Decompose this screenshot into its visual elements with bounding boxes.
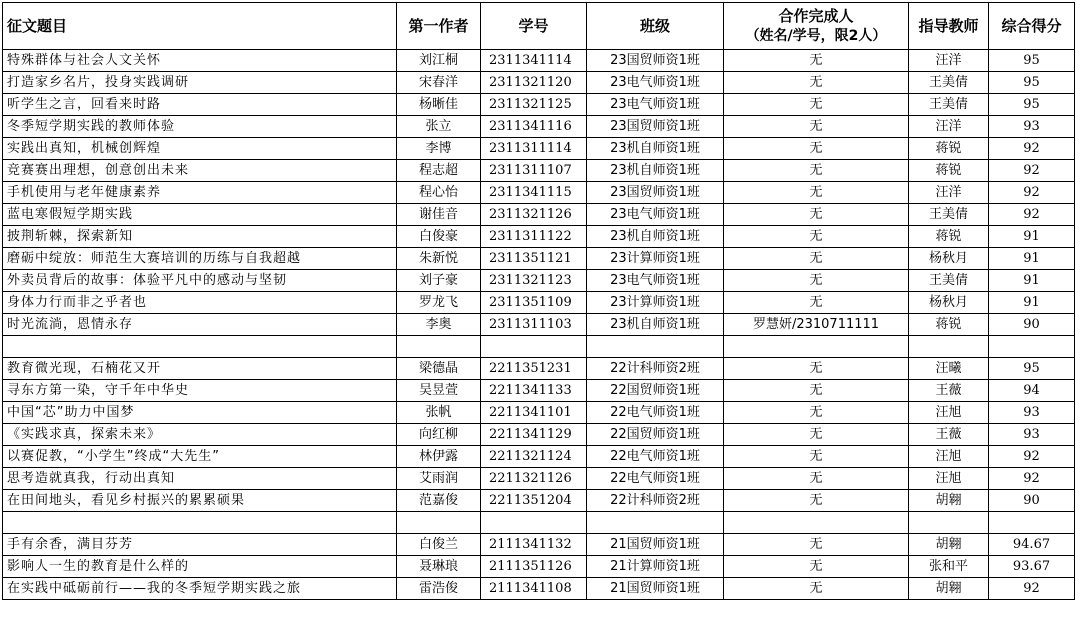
cell-author: 聂琳琅 <box>397 556 481 578</box>
cell-class: 23电气师资1班 <box>587 72 724 94</box>
cell-student-id: 2211321124 <box>481 446 587 468</box>
empty-cell <box>587 336 724 358</box>
cell-coauthor: 无 <box>724 468 909 490</box>
cell-title: 竞赛赛出理想，创意创出未来 <box>3 160 397 182</box>
cell-title: 手机使用与老年健康素养 <box>3 182 397 204</box>
cell-class: 23机自师资1班 <box>587 226 724 248</box>
cell-score: 92 <box>989 468 1075 490</box>
cell-student-id: 2211341101 <box>481 402 587 424</box>
table-body <box>3 50 1075 600</box>
cell-score: 92 <box>989 204 1075 226</box>
table-row <box>3 72 1075 94</box>
cell-score: 90 <box>989 490 1075 512</box>
cell-student-id: 2311321120 <box>481 72 587 94</box>
cell-student-id: 2211351231 <box>481 358 587 380</box>
empty-cell <box>724 336 909 358</box>
cell-coauthor: 无 <box>724 72 909 94</box>
empty-cell <box>909 336 989 358</box>
empty-cell <box>397 336 481 358</box>
cell-advisor: 王美倩 <box>909 270 989 292</box>
table-row <box>3 402 1075 424</box>
cell-advisor: 胡翱 <box>909 490 989 512</box>
cell-student-id: 2311311114 <box>481 138 587 160</box>
cell-advisor: 杨秋月 <box>909 292 989 314</box>
cell-score: 93 <box>989 116 1075 138</box>
cell-coauthor: 罗慧妍/2310711111 <box>724 314 909 336</box>
cell-score: 95 <box>989 94 1075 116</box>
cell-author: 刘子豪 <box>397 270 481 292</box>
cell-author: 罗龙飞 <box>397 292 481 314</box>
table-row <box>3 94 1075 116</box>
cell-advisor: 胡翱 <box>909 578 989 600</box>
cell-student-id: 2311341116 <box>481 116 587 138</box>
cell-advisor: 张和平 <box>909 556 989 578</box>
cell-title: 特殊群体与社会人文关怀 <box>3 50 397 72</box>
cell-advisor: 汪旭 <box>909 446 989 468</box>
cell-title: 《实践求真，探索未来》 <box>3 424 397 446</box>
header-title: 征文题目 <box>3 3 397 50</box>
cell-title: 打造家乡名片，投身实践调研 <box>3 72 397 94</box>
cell-author: 白俊兰 <box>397 534 481 556</box>
cell-class: 22电气师资1班 <box>587 468 724 490</box>
results-table <box>2 2 1075 600</box>
cell-author: 张立 <box>397 116 481 138</box>
cell-coauthor: 无 <box>724 534 909 556</box>
cell-class: 23计算师资1班 <box>587 248 724 270</box>
cell-class: 23机自师资1班 <box>587 138 724 160</box>
table-row <box>3 446 1075 468</box>
cell-coauthor: 无 <box>724 50 909 72</box>
cell-advisor: 王薇 <box>909 424 989 446</box>
table-row <box>3 424 1075 446</box>
empty-cell <box>909 512 989 534</box>
table-row <box>3 358 1075 380</box>
cell-author: 刘江桐 <box>397 50 481 72</box>
cell-title: 实践出真知，机械创辉煌 <box>3 138 397 160</box>
cell-coauthor: 无 <box>724 402 909 424</box>
cell-title: 中国“芯”助力中国梦 <box>3 402 397 424</box>
cell-title: 外卖员背后的故事：体验平凡中的感动与坚韧 <box>3 270 397 292</box>
cell-coauthor: 无 <box>724 380 909 402</box>
cell-student-id: 2311321123 <box>481 270 587 292</box>
table-row <box>3 204 1075 226</box>
table-row <box>3 116 1075 138</box>
header-coauthor-line2: （姓名/学号，限2人） <box>745 28 887 44</box>
cell-title: 教育微光现，石楠花又开 <box>3 358 397 380</box>
cell-author: 张帆 <box>397 402 481 424</box>
cell-student-id: 2111341108 <box>481 578 587 600</box>
cell-title: 思考造就真我，行动出真知 <box>3 468 397 490</box>
cell-coauthor: 无 <box>724 204 909 226</box>
cell-author: 向红柳 <box>397 424 481 446</box>
cell-student-id: 2211351204 <box>481 490 587 512</box>
table-row <box>3 50 1075 72</box>
cell-class: 23电气师资1班 <box>587 94 724 116</box>
table-row <box>3 534 1075 556</box>
cell-author: 范嘉俊 <box>397 490 481 512</box>
cell-class: 22计科师资2班 <box>587 358 724 380</box>
table-row <box>3 314 1075 336</box>
cell-class: 23国贸师资1班 <box>587 182 724 204</box>
cell-class: 22电气师资1班 <box>587 402 724 424</box>
cell-student-id: 2311311122 <box>481 226 587 248</box>
cell-title: 寻东方第一染，守千年中华史 <box>3 380 397 402</box>
cell-student-id: 2111351126 <box>481 556 587 578</box>
empty-cell <box>587 512 724 534</box>
cell-title: 蓝电寒假短学期实践 <box>3 204 397 226</box>
cell-score: 95 <box>989 358 1075 380</box>
header-score: 综合得分 <box>989 3 1075 50</box>
cell-author: 宋春洋 <box>397 72 481 94</box>
cell-title: 听学生之言，回看来时路 <box>3 94 397 116</box>
cell-coauthor: 无 <box>724 446 909 468</box>
cell-coauthor: 无 <box>724 270 909 292</box>
cell-class: 21国贸师资1班 <box>587 534 724 556</box>
table-row <box>3 468 1075 490</box>
cell-title: 手有余香，满目芬芳 <box>3 534 397 556</box>
cell-class: 22计科师资2班 <box>587 490 724 512</box>
cell-score: 93 <box>989 424 1075 446</box>
cell-advisor: 汪洋 <box>909 182 989 204</box>
cell-advisor: 蒋锐 <box>909 314 989 336</box>
cell-advisor: 汪洋 <box>909 50 989 72</box>
empty-cell <box>3 512 397 534</box>
cell-advisor: 汪旭 <box>909 468 989 490</box>
cell-coauthor: 无 <box>724 490 909 512</box>
empty-cell <box>481 336 587 358</box>
table-row <box>3 578 1075 600</box>
cell-author: 艾雨润 <box>397 468 481 490</box>
cell-author: 林伊露 <box>397 446 481 468</box>
cell-score: 93.67 <box>989 556 1075 578</box>
cell-score: 91 <box>989 248 1075 270</box>
cell-coauthor: 无 <box>724 248 909 270</box>
cell-student-id: 2211321126 <box>481 468 587 490</box>
cell-coauthor: 无 <box>724 292 909 314</box>
cell-score: 91 <box>989 270 1075 292</box>
cell-score: 95 <box>989 72 1075 94</box>
cell-author: 雷浩俊 <box>397 578 481 600</box>
cell-advisor: 杨秋月 <box>909 248 989 270</box>
cell-student-id: 2311311103 <box>481 314 587 336</box>
table-row <box>3 490 1075 512</box>
cell-title: 冬季短学期实践的教师体验 <box>3 116 397 138</box>
cell-class: 23国贸师资1班 <box>587 116 724 138</box>
cell-advisor: 汪曦 <box>909 358 989 380</box>
header-coauthor-line1: 合作完成人 <box>778 7 854 25</box>
cell-advisor: 汪洋 <box>909 116 989 138</box>
cell-class: 22电气师资1班 <box>587 446 724 468</box>
cell-coauthor: 无 <box>724 226 909 248</box>
cell-title: 披荆斩棘，探索新知 <box>3 226 397 248</box>
cell-coauthor: 无 <box>724 160 909 182</box>
cell-class: 23电气师资1班 <box>587 270 724 292</box>
cell-title: 在实践中砥砺前行——我的冬季短学期实践之旅 <box>3 578 397 600</box>
header-student-id: 学号 <box>481 3 587 50</box>
table-row <box>3 138 1075 160</box>
cell-student-id: 2111341132 <box>481 534 587 556</box>
cell-class: 21国贸师资1班 <box>587 578 724 600</box>
cell-coauthor: 无 <box>724 556 909 578</box>
cell-student-id: 2311341114 <box>481 50 587 72</box>
cell-class: 23机自师资1班 <box>587 314 724 336</box>
cell-class: 23机自师资1班 <box>587 160 724 182</box>
cell-coauthor: 无 <box>724 138 909 160</box>
cell-title: 身体力行而非之乎者也 <box>3 292 397 314</box>
empty-cell <box>724 512 909 534</box>
cell-score: 92 <box>989 446 1075 468</box>
cell-advisor: 王薇 <box>909 380 989 402</box>
cell-advisor: 汪旭 <box>909 402 989 424</box>
cell-student-id: 2311321125 <box>481 94 587 116</box>
cell-author: 吴昱萱 <box>397 380 481 402</box>
cell-student-id: 2311341115 <box>481 182 587 204</box>
cell-student-id: 2211341133 <box>481 380 587 402</box>
cell-class: 22国贸师资1班 <box>587 424 724 446</box>
cell-coauthor: 无 <box>724 94 909 116</box>
cell-score: 91 <box>989 292 1075 314</box>
cell-advisor: 王美倩 <box>909 72 989 94</box>
header-coauthor <box>724 3 909 50</box>
cell-advisor: 王美倩 <box>909 94 989 116</box>
cell-score: 91 <box>989 226 1075 248</box>
spacer-row <box>3 336 1075 358</box>
cell-coauthor: 无 <box>724 424 909 446</box>
cell-advisor: 蒋锐 <box>909 226 989 248</box>
cell-advisor: 王美倩 <box>909 204 989 226</box>
cell-class: 22国贸师资1班 <box>587 380 724 402</box>
cell-author: 李博 <box>397 138 481 160</box>
header-advisor: 指导教师 <box>909 3 989 50</box>
cell-score: 94 <box>989 380 1075 402</box>
cell-author: 白俊豪 <box>397 226 481 248</box>
cell-score: 94.67 <box>989 534 1075 556</box>
cell-score: 90 <box>989 314 1075 336</box>
cell-title: 磨砺中绽放：师范生大赛培训的历练与自我超越 <box>3 248 397 270</box>
cell-author: 谢佳音 <box>397 204 481 226</box>
cell-student-id: 2211341129 <box>481 424 587 446</box>
empty-cell <box>397 512 481 534</box>
cell-class: 23国贸师资1班 <box>587 50 724 72</box>
table-row <box>3 160 1075 182</box>
empty-cell <box>3 336 397 358</box>
spacer-row <box>3 512 1075 534</box>
cell-score: 93 <box>989 402 1075 424</box>
empty-cell <box>481 512 587 534</box>
cell-advisor: 胡翱 <box>909 534 989 556</box>
cell-author: 程志超 <box>397 160 481 182</box>
empty-cell <box>989 512 1075 534</box>
cell-class: 23计算师资1班 <box>587 292 724 314</box>
cell-title: 以赛促教，“小学生”终成“大先生” <box>3 446 397 468</box>
cell-title: 影响人一生的教育是什么样的 <box>3 556 397 578</box>
table-row <box>3 292 1075 314</box>
empty-cell <box>989 336 1075 358</box>
header-class: 班级 <box>587 3 724 50</box>
cell-advisor: 蒋锐 <box>909 160 989 182</box>
cell-author: 程心怡 <box>397 182 481 204</box>
cell-score: 92 <box>989 138 1075 160</box>
cell-class: 23电气师资1班 <box>587 204 724 226</box>
cell-coauthor: 无 <box>724 578 909 600</box>
table-row <box>3 270 1075 292</box>
cell-author: 杨晰佳 <box>397 94 481 116</box>
cell-score: 92 <box>989 578 1075 600</box>
cell-student-id: 2311351109 <box>481 292 587 314</box>
cell-score: 92 <box>989 160 1075 182</box>
table-row <box>3 380 1075 402</box>
header-row <box>3 3 1075 50</box>
header-author: 第一作者 <box>397 3 481 50</box>
cell-author: 李奥 <box>397 314 481 336</box>
cell-score: 92 <box>989 182 1075 204</box>
cell-author: 梁德晶 <box>397 358 481 380</box>
cell-student-id: 2311321126 <box>481 204 587 226</box>
table-row <box>3 182 1075 204</box>
table-row <box>3 556 1075 578</box>
cell-author: 朱新悦 <box>397 248 481 270</box>
cell-student-id: 2311351121 <box>481 248 587 270</box>
cell-score: 95 <box>989 50 1075 72</box>
cell-title: 在田间地头，看见乡村振兴的累累硕果 <box>3 490 397 512</box>
cell-coauthor: 无 <box>724 358 909 380</box>
table-row <box>3 248 1075 270</box>
cell-coauthor: 无 <box>724 182 909 204</box>
cell-student-id: 2311311107 <box>481 160 587 182</box>
cell-class: 21计算师资1班 <box>587 556 724 578</box>
cell-title: 时光流淌，恩情永存 <box>3 314 397 336</box>
table-row <box>3 226 1075 248</box>
cell-advisor: 蒋锐 <box>909 138 989 160</box>
cell-coauthor: 无 <box>724 116 909 138</box>
